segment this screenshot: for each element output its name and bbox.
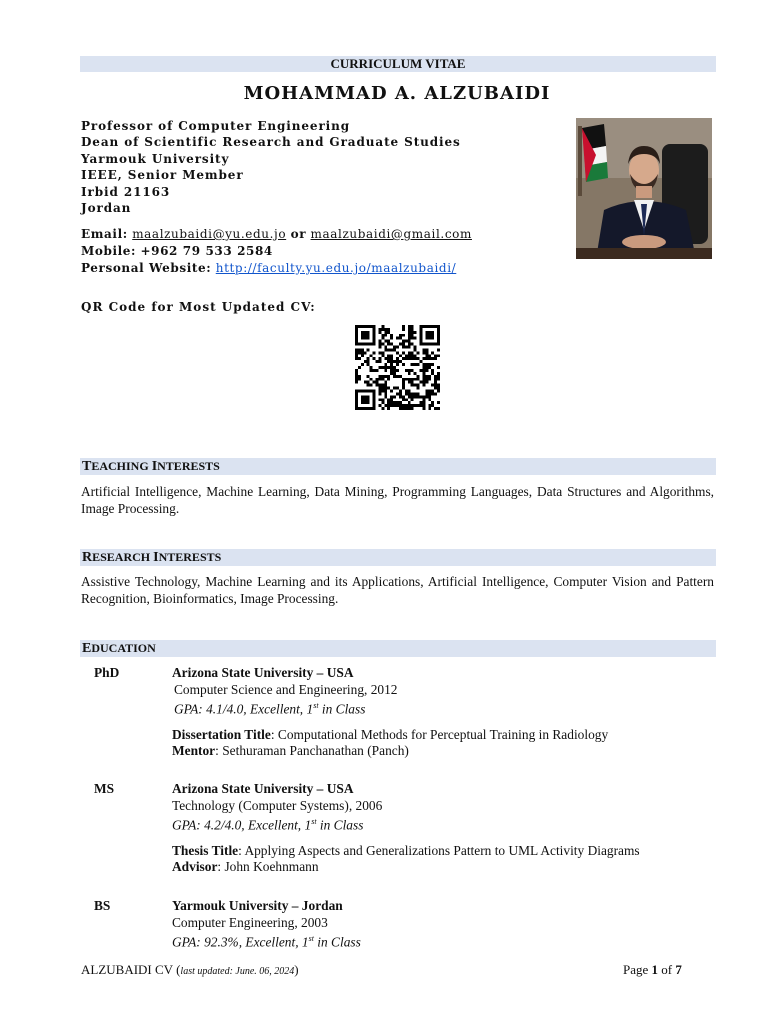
profile-line-university: Yarmouk University — [81, 151, 230, 166]
page-number: Page 1 of 7 — [623, 962, 682, 977]
profile-block — [81, 118, 461, 216]
section-heading-education: EDUCATION — [80, 640, 716, 657]
profile-line-city: Irbid 21163 — [81, 184, 171, 199]
phd-school: Arizona State University – USA — [172, 665, 354, 680]
email-or: or — [290, 227, 307, 241]
phd-dissertation: Dissertation Title: Computational Methods for Perceptual Training in Radiology — [172, 726, 609, 742]
profile-line-country: Jordan — [81, 201, 132, 216]
profile-photo — [576, 118, 712, 259]
cv-title: CURRICULUM VITAE — [80, 56, 716, 72]
ms-school: Arizona State University – USA — [172, 781, 354, 796]
teaching-interests-text: Artificial Intelligence, Machine Learning, Data Mining, Programming Languages, Data Structures and Algorithms, Image Processing. — [81, 484, 714, 516]
footer-left: ALZUBAIDI CV (last updated: June. 06, 2024) — [81, 962, 299, 977]
email-label: Email: — [81, 227, 128, 241]
qr-label: QR Code for Most Updated CV: — [81, 300, 316, 314]
phd-program: Computer Science and Engineering, 2012 — [174, 681, 398, 697]
education-entry-ms — [172, 781, 640, 876]
phd-gpa: GPA: 4.1/4.0, Excellent, 1st in Class — [174, 701, 366, 717]
qr-code[interactable] — [355, 324, 440, 411]
website-link[interactable]: http://faculty.yu.edu.jo/maalzubaidi/ — [215, 261, 457, 275]
degree-ms: MS — [94, 781, 115, 796]
website-label: Personal Website: — [81, 261, 212, 275]
degree-phd: PhD — [94, 665, 120, 680]
mobile-number: +962 79 533 2584 — [140, 244, 273, 258]
mobile-line — [81, 243, 472, 260]
mobile-label: Mobile: — [81, 244, 137, 258]
bs-gpa: GPA: 92.3%, Excellent, 1st in Class — [172, 934, 361, 950]
ms-advisor: Advisor: John Koehnmann — [172, 859, 319, 875]
ms-gpa: GPA: 4.2/4.0, Excellent, 1st in Class — [172, 817, 364, 833]
email-link-primary[interactable]: maalzubaidi@yu.edu.jo — [132, 227, 287, 241]
ms-thesis: Thesis Title: Applying Aspects and Generalizations Pattern to UML Activity Diagrams — [172, 842, 640, 858]
ms-program: Technology (Computer Systems), 2006 — [172, 797, 383, 813]
bs-program: Computer Engineering, 2003 — [172, 914, 328, 930]
education-entry-bs — [172, 898, 361, 951]
profile-line-ieee: IEEE, Senior Member — [81, 168, 244, 183]
website-line — [81, 260, 472, 277]
email-line — [81, 226, 472, 243]
person-name: MOHAMMAD A. ALZUBAIDI — [243, 83, 551, 104]
section-heading-research: RESEARCH INTERESTS — [80, 549, 716, 566]
profile-line-dean: Dean of Scientific Research and Graduate Studies — [81, 135, 461, 150]
research-interests-text: Assistive Technology, Machine Learning and its Applications, Artificial Intelligence, Computer Vision and Pattern Recognition, Bioinformatics, Image Processing. — [81, 574, 714, 606]
phd-mentor: Mentor: Sethuraman Panchanathan (Panch) — [172, 743, 409, 759]
degree-bs: BS — [94, 898, 111, 913]
contact-block — [81, 226, 472, 277]
email-link-secondary[interactable]: maalzubaidi@gmail.com — [310, 227, 472, 241]
bs-school: Yarmouk University – Jordan — [172, 898, 343, 913]
section-heading-teaching: TEACHING INTERESTS — [80, 458, 716, 475]
education-entry-phd — [172, 665, 608, 760]
profile-line-title: Professor of Computer Engineering — [81, 119, 351, 133]
